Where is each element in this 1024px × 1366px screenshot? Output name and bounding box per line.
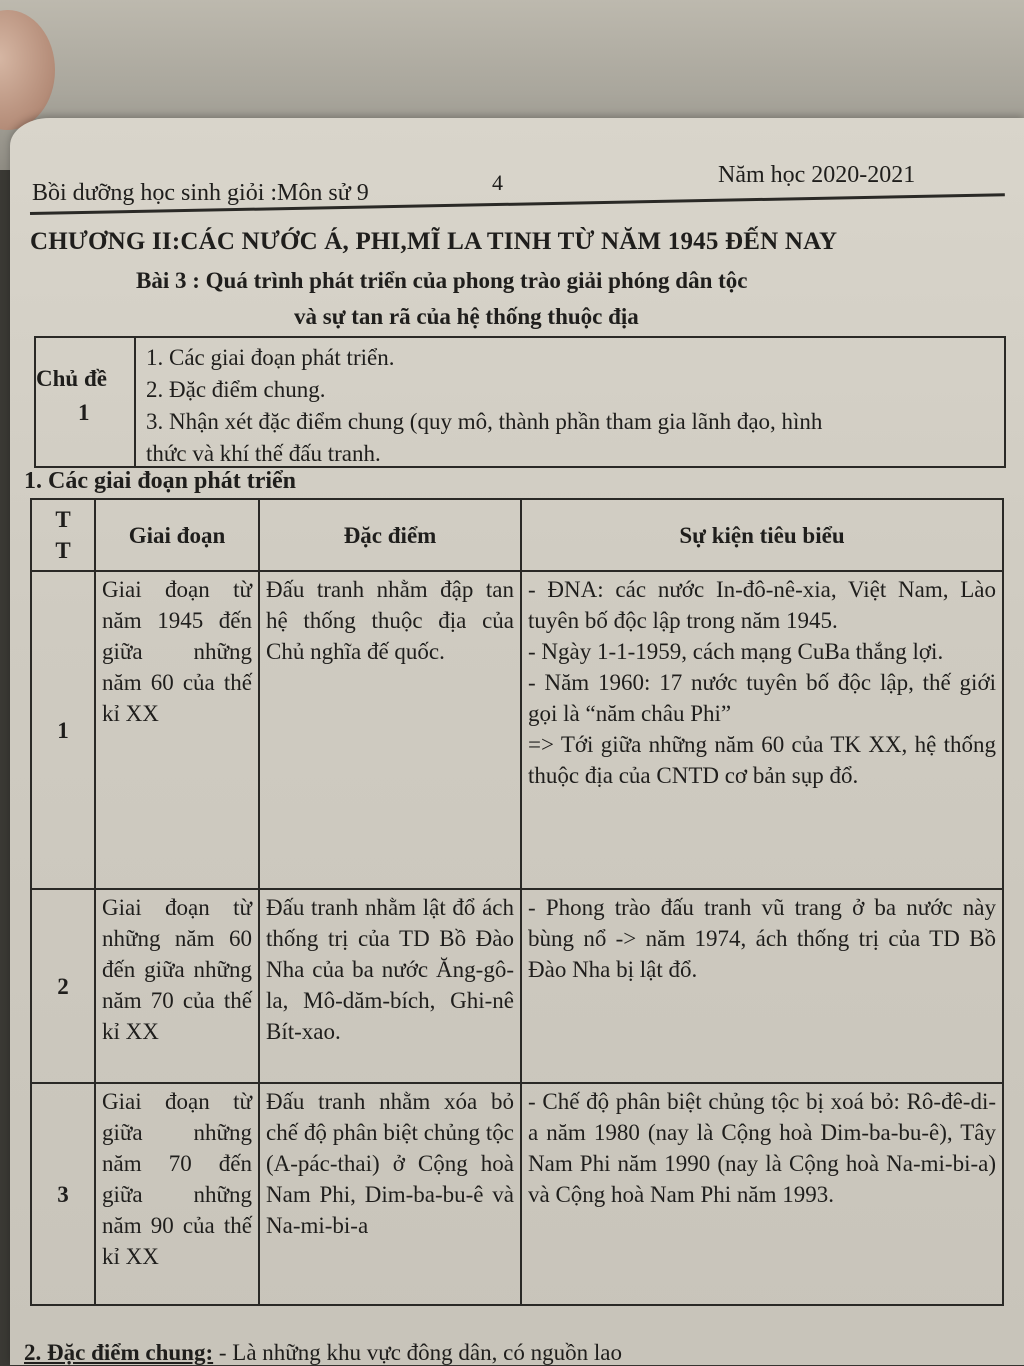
- lesson-title-line2: và sự tan rã của hệ thống thuộc địa: [294, 304, 639, 329]
- topic-items: [146, 342, 996, 470]
- topic-item: 1. Các giai đoạn phát triển.: [146, 345, 395, 370]
- row-feature: Đấu tranh nhằm lật đổ ách thống trị của TD Bồ Đào Nha của ba nước Ăng-gô-la, Mô-dăm-bích, Ghi-nê Bít-xao.: [259, 889, 521, 1083]
- topic-label: [36, 338, 136, 466]
- row-stage: Giai đoạn từ năm 1945 đến giữa những năm 60 của thế kỉ XX: [95, 571, 259, 889]
- table-row: [31, 889, 1003, 1083]
- header-events: Sự kiện tiêu biểu: [521, 499, 1003, 571]
- topic-box: [34, 336, 1006, 468]
- row-events: [521, 1083, 1003, 1305]
- topic-item: 2. Đặc điểm chung.: [146, 377, 326, 402]
- document-page: [10, 118, 1024, 1365]
- event-item: - ĐNA: các nước In-đô-nê-xia, Việt Nam, Lào tuyên bố độc lập trong năm 1945.: [528, 577, 996, 633]
- row-number: 2: [31, 889, 95, 1083]
- topic-item: 3. Nhận xét đặc điểm chung (quy mô, thành phần tham gia lãnh đạo, hình: [146, 409, 823, 434]
- row-feature: Đấu tranh nhằm xóa bỏ chế độ phân biệt chủng tộc (A-pác-thai) ở Cộng hoà Nam Phi, Dim-ba-bu-ê và Na-mi-bi-a: [259, 1083, 521, 1305]
- header-feature: Đặc điểm: [259, 499, 521, 571]
- topic-label-line1: Chủ đề: [36, 366, 107, 391]
- header-stage: Giai đoạn: [95, 499, 259, 571]
- table-row: [31, 1083, 1003, 1305]
- event-item: - Ngày 1-1-1959, cách mạng CuBa thắng lợi.: [528, 639, 944, 664]
- row-stage: Giai đoạn từ những năm 60 đến giữa những năm 70 của thế kỉ XX: [95, 889, 259, 1083]
- header-left: Bồi dưỡng học sinh giỏi :Môn sử 9: [32, 180, 369, 206]
- topic-item: thức và khí thế đấu tranh.: [146, 441, 381, 466]
- row-stage: Giai đoạn từ giữa những năm 70 đến giữa những năm 90 của thế kỉ XX: [95, 1083, 259, 1305]
- row-feature: Đấu tranh nhằm đập tan hệ thống thuộc địa của Chủ nghĩa đế quốc.: [259, 571, 521, 889]
- stages-table: [30, 498, 1004, 1306]
- topic-label-line2: 1: [78, 400, 90, 425]
- event-item: - Chế độ phân biệt chủng tộc bị xoá bỏ: Rô-đê-di-a năm 1980 (nay là Cộng hoà Dim-ba-bu-ê), Tây Nam Phi năm 1990 (nay là Cộng hoà Na-mi-bi-a) và Cộng hoà Nam Phi năm 1993.: [528, 1089, 996, 1207]
- event-item: - Phong trào đấu tranh vũ trang ở ba nước này bùng nổ -> năm 1974, ách thống trị của TD Bồ Đào Nha bị lật đổ.: [528, 895, 996, 982]
- footer-text: - Là những khu vực đông dân, có nguồn lao: [218, 1340, 622, 1365]
- page-number: 4: [492, 170, 503, 195]
- lesson-title-line1: Bài 3 : Quá trình phát triển của phong trào giải phóng dân tộc: [136, 268, 748, 293]
- row-number: 3: [31, 1083, 95, 1305]
- row-events: [521, 889, 1003, 1083]
- row-number: 1: [31, 571, 95, 889]
- event-item: - Năm 1960: 17 nước tuyên bố độc lập, thế giới gọi là “năm châu Phi”: [528, 670, 996, 726]
- table-row: [31, 571, 1003, 889]
- header-right: Năm học 2020-2021: [718, 162, 916, 188]
- section-title: 1. Các giai đoạn phát triển: [24, 468, 297, 494]
- table-header-row: [31, 499, 1003, 571]
- footer-line: [24, 1340, 622, 1366]
- footer-label: 2. Đặc điểm chung:: [24, 1340, 214, 1365]
- row-events: [521, 571, 1003, 889]
- chapter-title: CHƯƠNG II:CÁC NƯỚC Á, PHI,MĨ LA TINH TỪ NĂM 1945 ĐẾN NAY: [30, 228, 838, 255]
- header-tt: T T: [31, 499, 95, 571]
- event-item: => Tới giữa những năm 60 của TK XX, hệ thống thuộc địa của CNTD cơ bản sụp đổ.: [528, 732, 996, 788]
